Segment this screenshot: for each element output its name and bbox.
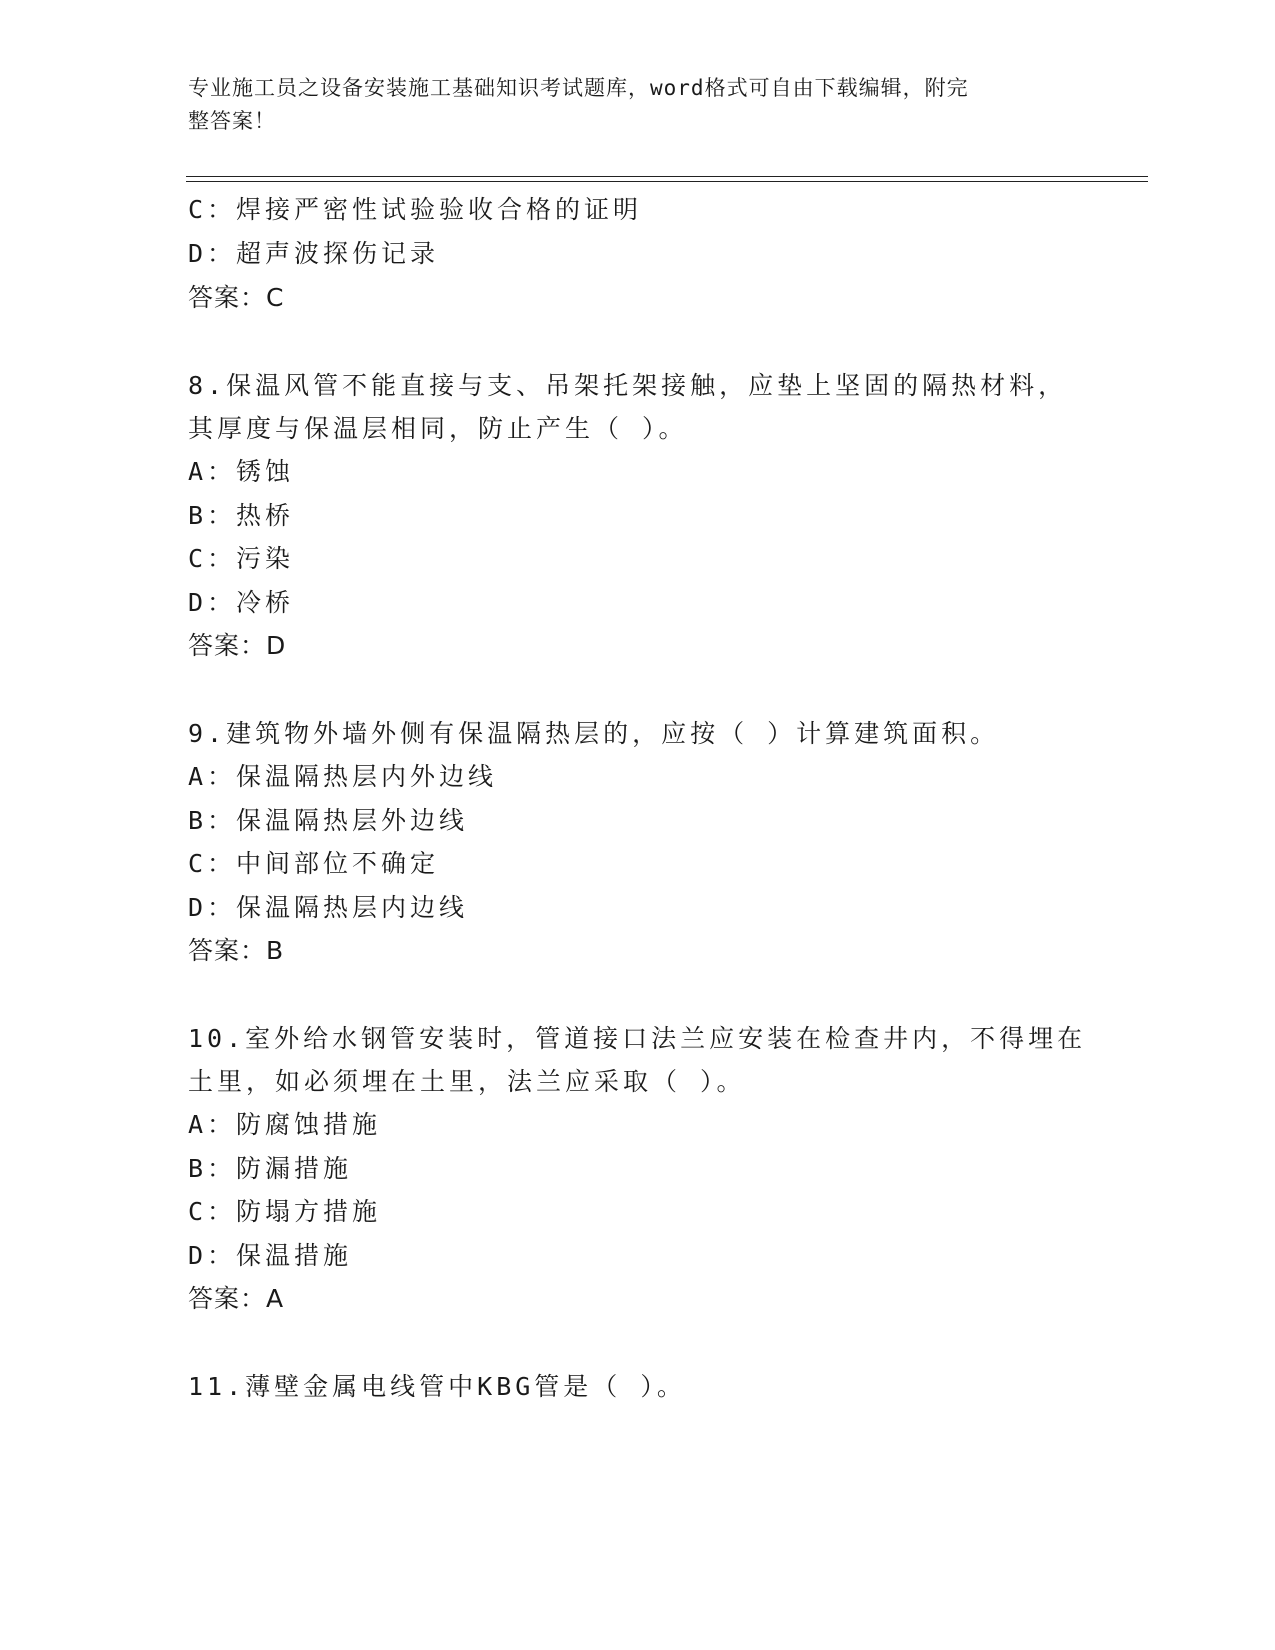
q10-option-a: A：防腐蚀措施 <box>188 1110 382 1139</box>
q7-option-d: D：超声波探伤记录 <box>188 239 440 268</box>
q10-stem-line-1: 10.室外给水钢管安装时，管道接口法兰应安装在检查井内，不得埋在 <box>188 1024 1087 1053</box>
q8-stem-line-2: 其厚度与保温层相同，防止产生（ ）。 <box>188 414 688 443</box>
q9-stem-line-1: 9.建筑物外墙外侧有保温隔热层的，应按（ ）计算建筑面积。 <box>188 719 1000 748</box>
header-divider-bottom <box>186 181 1148 182</box>
document-header <box>188 72 1068 138</box>
q7-answer: 答案：C <box>188 283 285 312</box>
q9-option-a: A：保温隔热层内外边线 <box>188 762 498 791</box>
q8-stem-line-1: 8.保温风管不能直接与支、吊架托架接触，应垫上坚固的隔热材料， <box>188 371 1068 400</box>
q9-option-b: B：保温隔热层外边线 <box>188 806 469 835</box>
q8-option-b: B：热桥 <box>188 501 295 530</box>
header-line-2: 整答案！ <box>188 109 276 133</box>
q8-option-d: D：冷桥 <box>188 588 295 617</box>
q8-option-a: A：锈蚀 <box>188 457 295 486</box>
header-line-1: 专业施工员之设备安装施工基础知识考试题库，word格式可自由下载编辑，附完 <box>188 76 969 100</box>
q11-stem-line-1: 11.薄壁金属电线管中KBG管是（ ）。 <box>188 1372 686 1401</box>
q10-option-b: B：防漏措施 <box>188 1154 353 1183</box>
q9-option-c: C：中间部位不确定 <box>188 849 440 878</box>
q9-option-d: D：保温隔热层内边线 <box>188 893 469 922</box>
q10-option-d: D：保温措施 <box>188 1241 353 1270</box>
q10-option-c: C：防塌方措施 <box>188 1197 382 1226</box>
header-divider-top <box>186 176 1148 177</box>
q8-answer: 答案：D <box>188 631 287 660</box>
q8-option-c: C：污染 <box>188 544 295 573</box>
q9-answer: 答案：B <box>188 936 285 965</box>
q10-answer: 答案：A <box>188 1284 285 1313</box>
q7-option-c: C：焊接严密性试验验收合格的证明 <box>188 195 643 224</box>
q10-stem-line-2: 土里，如必须埋在土里，法兰应采取（ ）。 <box>188 1067 746 1096</box>
